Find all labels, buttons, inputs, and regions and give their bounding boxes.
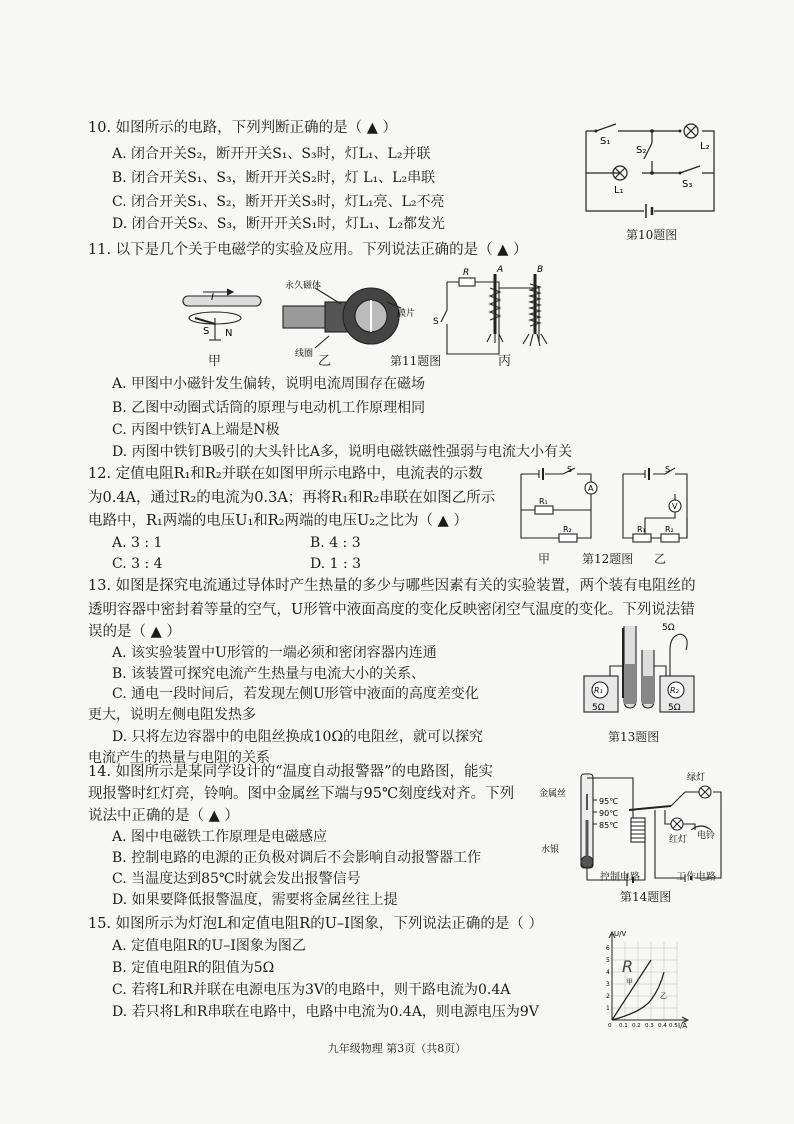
q15-option-a: A. 定值电阻R的U–I图象为图乙: [112, 938, 306, 954]
q10-option-d: D. 闭合开关S₂、S₃，断开开关S₁时，灯L₁、L₂都发光: [112, 216, 446, 232]
q13-option-d: D. 只将左边容器中的电阻丝换成10Ω的电阻丝，就可以探究: [112, 729, 484, 745]
q10-option-a: A. 闭合开关S₂，断开开关S₁、S₃时，灯L₁、L₂并联: [112, 146, 431, 162]
q11-option-b: B. 乙图中动圈式话筒的原理与电动机工作原理相同: [112, 400, 426, 416]
q15-option-b: B. 定值电阻R的阻值为5Ω: [112, 960, 275, 976]
q15-xtick-0-2: 0.2: [632, 1023, 641, 1029]
q12-sub-caption-yi: 乙: [654, 552, 667, 566]
q13-right-r-label: 5Ω: [668, 703, 681, 713]
s1-label: S₁: [600, 136, 611, 147]
q11-north-label: N: [225, 328, 233, 339]
q11-caption: 第11题图: [390, 354, 442, 368]
q14-red-lamp-label: 红灯: [669, 835, 688, 845]
l2-label: L₂: [700, 141, 710, 152]
q12-ammeter-label: A: [588, 484, 594, 493]
q13-apparatus-diagram: [580, 620, 700, 718]
q10-circuit-diagram: [582, 115, 722, 220]
q15-yi-label: 乙: [660, 992, 667, 1000]
q13-line-2: 透明容器中密封着等量的空气，U形管中液面高度的变化反映密闭空气温度的变化。下列说法错: [88, 602, 695, 618]
q15-ytick-3: 3: [606, 981, 610, 988]
q15-xtick-0-4: 0.4: [658, 1023, 667, 1029]
q15-option-d: D. 若只将L和R串联在电路中，电路中电流为0.4A，则电源电压为9V: [112, 1004, 539, 1020]
q11-option-d: D. 丙图中铁钉B吸引的大头针比A多，说明电磁铁磁性强弱与电流大小有关: [112, 444, 573, 460]
q14-line-2: 现报警时红灯亮，铃响。图中金属丝下端与95℃刻度线对齐。下列: [88, 786, 515, 802]
l1-label: L₁: [614, 185, 624, 196]
q12-s-label-yi: S: [665, 465, 671, 474]
q13-caption: 第13题图: [608, 730, 660, 744]
q12-line-2: 为0.4A，通过R₂的电流为0.3A；再将R₁和R₂串联在如图乙所示: [88, 490, 496, 506]
q13-r1-label: R₁: [594, 686, 603, 695]
q11-coil-label: 线圈: [295, 349, 314, 359]
q14-green-lamp-label: 绿灯: [687, 773, 706, 783]
q15-xtick-0-3: 0.3: [645, 1023, 654, 1029]
q11-s-label: S: [433, 317, 439, 327]
q14-control-label: 控制电路: [600, 872, 640, 883]
q14-option-c: C. 当温度达到85℃时就会发出报警信号: [112, 871, 361, 887]
q11-current-label: I: [211, 292, 214, 303]
q13-option-c: C. 通电一段时间后，若发现左侧U形管中液面的高度差变化: [112, 686, 479, 702]
q13-r2-label: R₂: [670, 686, 679, 695]
q11-bing-drawing: [441, 274, 547, 354]
q13-option-b: B. 该装置可探究电流产生热量与电流大小的关系、: [112, 666, 426, 682]
q14-t90-label: 90℃: [599, 809, 619, 818]
q11-yi-drawing: [283, 288, 401, 348]
q11-b-label: B: [537, 265, 544, 275]
q15-stem: 15. 如图所示为灯泡L和定值电阻R的U–I图象，下列说法正确的是（ ）: [88, 916, 544, 932]
q14-work-label: 工作电路: [676, 872, 716, 883]
q15-xtick-0-5: 0.5: [669, 1023, 678, 1029]
q12-voltmeter-label: V: [672, 502, 678, 511]
q15-ui-graph: [598, 928, 690, 1030]
q15-x-axis-label: I/A: [678, 1022, 688, 1030]
q12-circuit-diagrams: [515, 464, 695, 546]
q10-option-c: C. 闭合开关S₁、S₂，断开开关S₃时，灯L₁亮、L₂不亮: [112, 194, 445, 210]
q14-option-a: A. 图中电磁铁工作原理是电磁感应: [112, 829, 328, 845]
q10-option-b: B. 闭合开关S₁、S₃，断开开关S₂时，灯 L₁、L₂串联: [112, 170, 436, 186]
q11-sub-caption-jia: 甲: [208, 354, 222, 369]
q11-sub-caption-bing: 丙: [498, 354, 512, 369]
q15-option-c: C. 若将L和R并联在电源电压为3V的电路中，则干路电流为0.4A: [112, 982, 511, 998]
q14-caption: 第14题图: [620, 890, 672, 904]
q12-caption: 第12题图: [582, 552, 634, 566]
q11-a-label: A: [497, 265, 504, 275]
q12-r2-label-yi: R₂: [665, 525, 674, 534]
q12-r1-label-yi: R₁: [637, 525, 646, 534]
q14-line-3: 说法中正确的是（ ▲ ）: [88, 808, 239, 824]
q10-stem: 10. 如图所示的电路，下列判断正确的是（ ▲ ）: [88, 120, 398, 136]
q15-ytick-2: 2: [606, 993, 610, 1000]
q12-option-c: C. 3 : 4: [112, 556, 163, 572]
q14-option-b: B. 控制电路的电源的正负极对调后不会影响自动报警器工作: [112, 850, 482, 866]
q15-xtick-0-1: 0.1: [619, 1023, 628, 1029]
q13-option-d-cont: 电流产生的热量与电阻的关系: [88, 750, 270, 766]
q15-ytick-1: 1: [606, 1005, 610, 1012]
q11-option-c: C. 丙图中铁钉A上端是N极: [112, 422, 280, 438]
q12-line-3: 电路中，R₁两端的电压U₁和R₂两端的电压U₂之比为（ ▲ ）: [88, 513, 468, 529]
page-footer: 九年级物理 第3页（共8页）: [327, 1042, 467, 1055]
q12-option-d: D. 1 : 3: [310, 556, 362, 572]
q15-r-mark: R: [622, 957, 634, 976]
q13-top-r-label: 5Ω: [662, 623, 675, 633]
q12-option-b: B. 4 : 3: [310, 535, 361, 551]
q15-xtick-0: 0: [608, 1023, 612, 1029]
q12-s-label-jia: S: [567, 465, 573, 474]
q12-line-1: 12. 定值电阻R₁和R₂并联在如图甲所示电路中，电流表的示数: [88, 466, 483, 482]
q12-sub-caption-jia: 甲: [538, 552, 551, 566]
q14-wire-label: 金属丝: [539, 789, 567, 799]
q12-option-a: A. 3 : 1: [112, 535, 163, 551]
q11-magnet-label: 永久磁体: [285, 281, 322, 291]
q13-line-3: 误的是（ ▲ ）: [88, 624, 181, 640]
q14-mercury-label: 水银: [541, 845, 560, 855]
q15-jia-label: 甲: [626, 978, 633, 986]
q12-r2-label-jia: R₂: [563, 525, 572, 534]
q14-bell-label: 电铃: [697, 831, 716, 841]
q15-ytick-4: 4: [606, 969, 610, 976]
q13-option-a: A. 该实验装置中U形管的一端必须和密闭容器内连通: [112, 645, 437, 661]
q15-ytick-5: 5: [606, 957, 610, 964]
q14-line-1: 14. 如图所示是某同学设计的“温度自动报警器”的电路图，能实: [88, 764, 493, 780]
q11-r-label: R: [463, 268, 470, 278]
q13-left-r-label: 5Ω: [592, 703, 605, 713]
s2-label: S₂: [636, 145, 647, 156]
q10-caption: 第10题图: [626, 228, 678, 242]
q11-jia-drawing: [183, 289, 261, 340]
q11-stem: 11. 以下是几个关于电磁学的实验及应用。下列说法正确的是（ ▲ ）: [88, 242, 528, 258]
q11-option-a: A. 甲图中小磁针发生偏转，说明电流周围存在磁场: [112, 376, 426, 392]
q11-sub-caption-yi: 乙: [318, 354, 332, 369]
q14-option-d: D. 如果要降低报警温度，需要将金属丝往上提: [112, 892, 398, 908]
q11-diaphragm-label: 膜片: [397, 309, 416, 319]
q14-t95-label: 95℃: [599, 797, 619, 806]
q13-line-1: 13. 如图是探究电流通过导体时产生热量的多少与哪些因素有关的实验装置，两个装有电阻丝的: [88, 578, 696, 594]
q12-r1-label-jia: R₁: [539, 497, 548, 506]
q14-t85-label: 85℃: [599, 821, 619, 830]
q15-y-axis-label: U/V: [614, 930, 627, 938]
q11-south-label: S: [203, 326, 210, 337]
s3-label: S₃: [682, 179, 693, 190]
q13-option-c-cont: 更大，说明左侧电阻发热多: [88, 707, 256, 723]
q15-ytick-6: 6: [606, 945, 610, 952]
